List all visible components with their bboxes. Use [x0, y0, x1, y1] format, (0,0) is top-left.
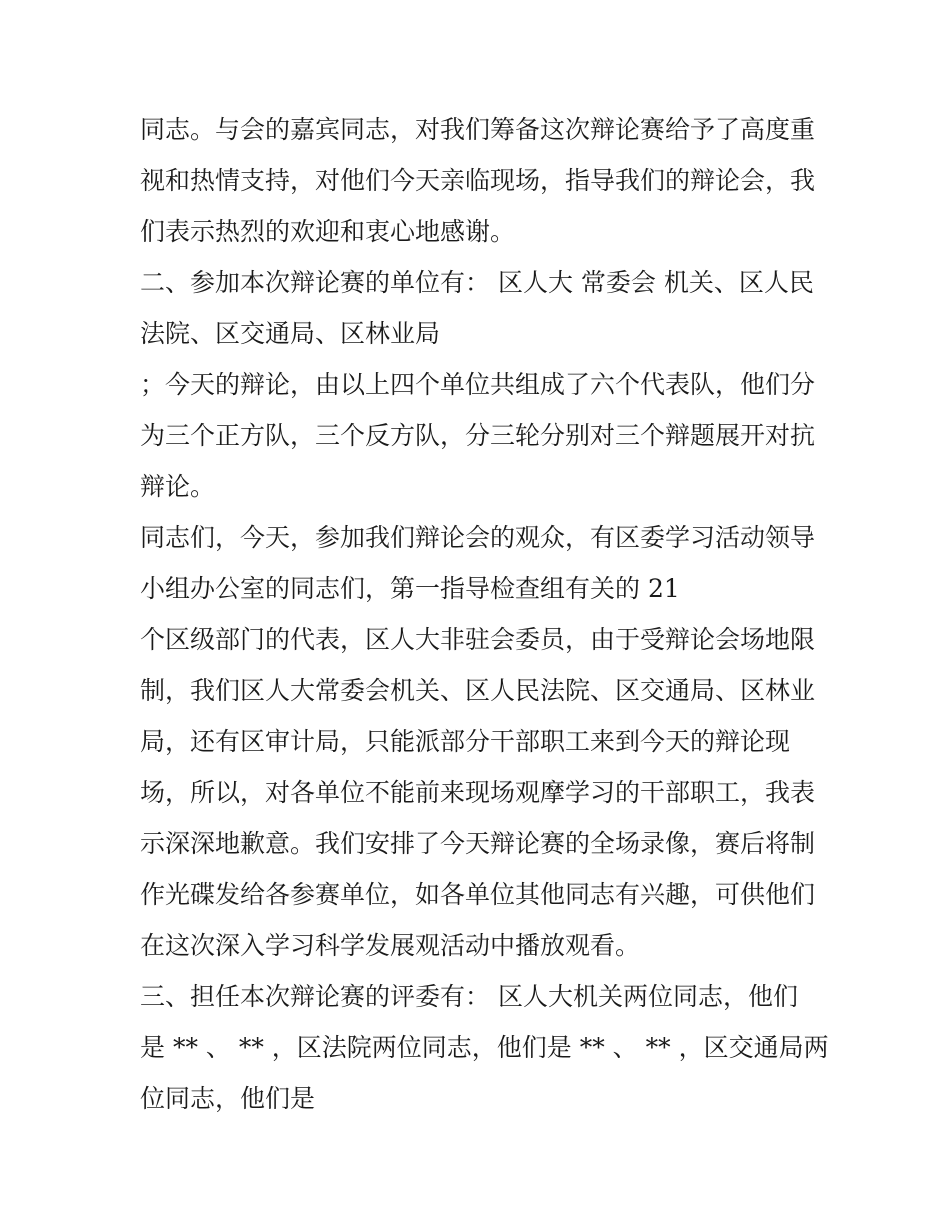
text-line: 辩论。: [140, 472, 216, 501]
text-line: 示深深地歉意。我们安排了今天辩论赛的全场录像，赛后将制: [140, 829, 816, 858]
text-line: 在这次深入学习科学发展观活动中播放观看。: [140, 931, 641, 960]
text-line: 作光碟发给各参赛单位，如各单位其他同志有兴趣，可供他们: [140, 880, 816, 909]
document-body: [140, 104, 830, 1124]
text-line: 为三个正方队，三个反方队，分三轮分别对三个辩题展开对抗: [140, 421, 816, 450]
text-line: 同志们，今天，参加我们辩论会的观众，有区委学习活动领导: [140, 523, 816, 552]
text-line: 场，所以，对各单位不能前来现场观摩学习的干部职工，我表: [140, 778, 816, 807]
text-line: 二、参加本次辩论赛的单位有： 区人大 常委会 机关、区人民: [140, 268, 814, 297]
text-line: 小组办公室的同志们，第一指导检查组有关的 21: [140, 574, 680, 603]
text-line: ；今天的辩论，由以上四个单位共组成了六个代表队，他们分: [140, 370, 816, 399]
text-line: 法院、区交通局、区林业局: [140, 319, 441, 348]
text-line: 是 ** 、 ** ，区法院两位同志，他们是 ** 、 ** ，区交通局两: [140, 1033, 829, 1062]
text-line: 们表示热烈的欢迎和衷心地感谢。: [140, 217, 516, 246]
text-line: 个区级部门的代表，区人大非驻会委员，由于受辩论会场地限: [140, 625, 816, 654]
text-line: 局，还有区审计局，只能派部分干部职工来到今天的辩论现: [140, 727, 791, 756]
text-line: 位同志，他们是: [140, 1084, 316, 1113]
text-line: 同志。与会的嘉宾同志，对我们筹备这次辩论赛给予了高度重: [140, 115, 816, 144]
text-line: 三、担任本次辩论赛的评委有： 区人大机关两位同志，他们: [140, 982, 798, 1011]
text-line: 制，我们区人大常委会机关、区人民法院、区交通局、区林业: [140, 676, 816, 705]
text-line: 视和热情支持，对他们今天亲临现场，指导我们的辩论会，我: [140, 166, 816, 195]
